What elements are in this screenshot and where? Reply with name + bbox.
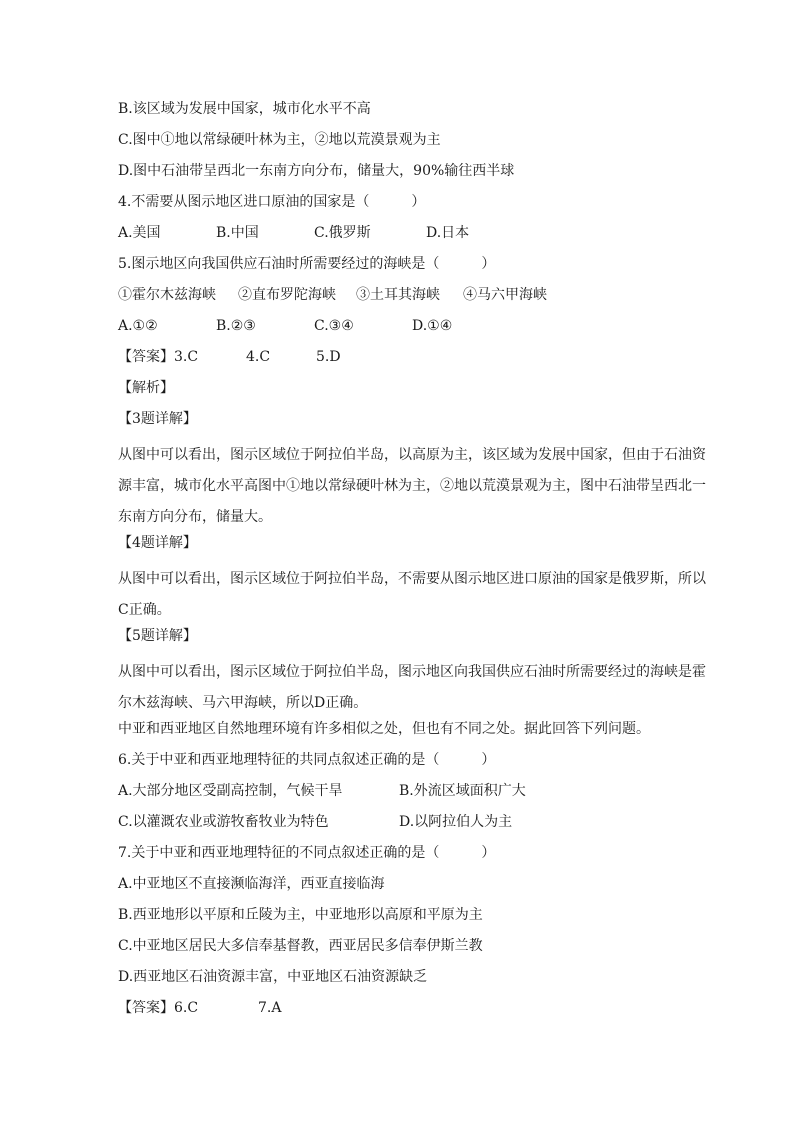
q4-option-b: B.中国 [216,225,259,241]
q4-options [118,223,708,254]
q5-option-b: B.②③ [216,318,256,334]
q6-option-d: D.以阿拉伯人为主 [399,814,513,830]
answer-5: 5.D [316,349,341,365]
answer-6: 6.C [174,1000,199,1016]
q5-option-a: A.①② [118,318,158,334]
q6-option-a: A.大部分地区受副高控制，气候干旱 [118,783,343,799]
q4-option-d: D.日本 [426,225,470,241]
q5-stem: 5.图示地区向我国供应石油时所需要经过的海峡是（ ） [118,256,496,272]
detail-3-label: 【3题详解】 [118,411,197,427]
q3-option-b: B.该区域为发展中国家，城市化水平不高 [118,101,371,117]
detail-4-text: 从图中可以看出，图示区域位于阿拉伯半岛，不需要从图示地区进口原油的国家是俄罗斯，所以C正确。 [118,571,706,618]
q4-option-c: C.俄罗斯 [314,225,371,241]
answer-7: 7.A [258,1000,282,1016]
q5-item-3: ③土耳其海峡 [356,287,440,303]
q6-options-row-2 [118,812,708,843]
answer-block-2 [118,998,708,1029]
answer-label: 【答案】 [118,349,174,365]
q5-option-c: C.③④ [314,318,354,334]
q7-option-c: C.中亚地区居民大多信奉基督教，西亚居民多信奉伊斯兰教 [118,938,483,954]
detail-5-text: 从图中可以看出，图示区域位于阿拉伯半岛，图示地区向我国供应石油时所需要经过的海峡是霍尔木兹海峡、马六甲海峡，所以D正确。 [118,664,706,711]
q4-stem: 4.不需要从图示地区进口原油的国家是（ ） [118,194,426,210]
detail-5-label: 【5题详解】 [118,628,197,644]
section-intro: 中亚和西亚地区自然地理环境有许多相似之处，但也有不同之处。据此回答下列问题。 [118,721,650,737]
q5-item-1: ①霍尔木兹海峡 [118,287,216,303]
q5-items [118,285,708,316]
q5-item-2: ②直布罗陀海峡 [238,287,336,303]
q7-option-a: A.中亚地区不直接濒临海洋，西亚直接临海 [118,876,385,892]
detail-3-text: 从图中可以看出，图示区域位于阿拉伯半岛，以高原为主，该区域为发展中国家，但由于石油资源丰富，城市化水平高图中①地以常绿硬叶林为主，②地以荒漠景观为主，图中石油带呈西北一东南方向分布，储量大。 [118,447,706,525]
q7-option-b: B.西亚地形以平原和丘陵为主，中亚地形以高原和平原为主 [118,907,483,923]
q6-options-row-1 [118,781,708,812]
q3-option-d: D.图中石油带呈西北一东南方向分布，储量大，90%输往西半球 [118,163,515,179]
q5-option-d: D.①④ [412,318,453,334]
q4-option-a: A.美国 [118,225,161,241]
q6-stem: 6.关于中亚和西亚地理特征的共同点叙述正确的是（ ） [118,752,496,768]
q7-option-d: D.西亚地区石油资源丰富，中亚地区石油资源缺乏 [118,969,428,985]
answer-block-1 [118,347,708,378]
q5-options [118,316,708,347]
q5-item-4: ④马六甲海峡 [463,287,547,303]
q3-option-c: C.图中①地以常绿硬叶林为主，②地以荒漠景观为主 [118,132,441,148]
q6-option-c: C.以灌溉农业或游牧畜牧业为特色 [118,814,329,830]
answer-label-2: 【答案】 [118,1000,174,1016]
analysis-label: 【解析】 [118,380,174,396]
answer-3: 3.C [174,349,199,365]
answer-4: 4.C [246,349,271,365]
detail-4-label: 【4题详解】 [118,535,197,551]
q7-stem: 7.关于中亚和西亚地理特征的不同点叙述正确的是（ ） [118,845,496,861]
content [118,99,708,1029]
q6-option-b: B.外流区域面积广大 [399,783,526,799]
